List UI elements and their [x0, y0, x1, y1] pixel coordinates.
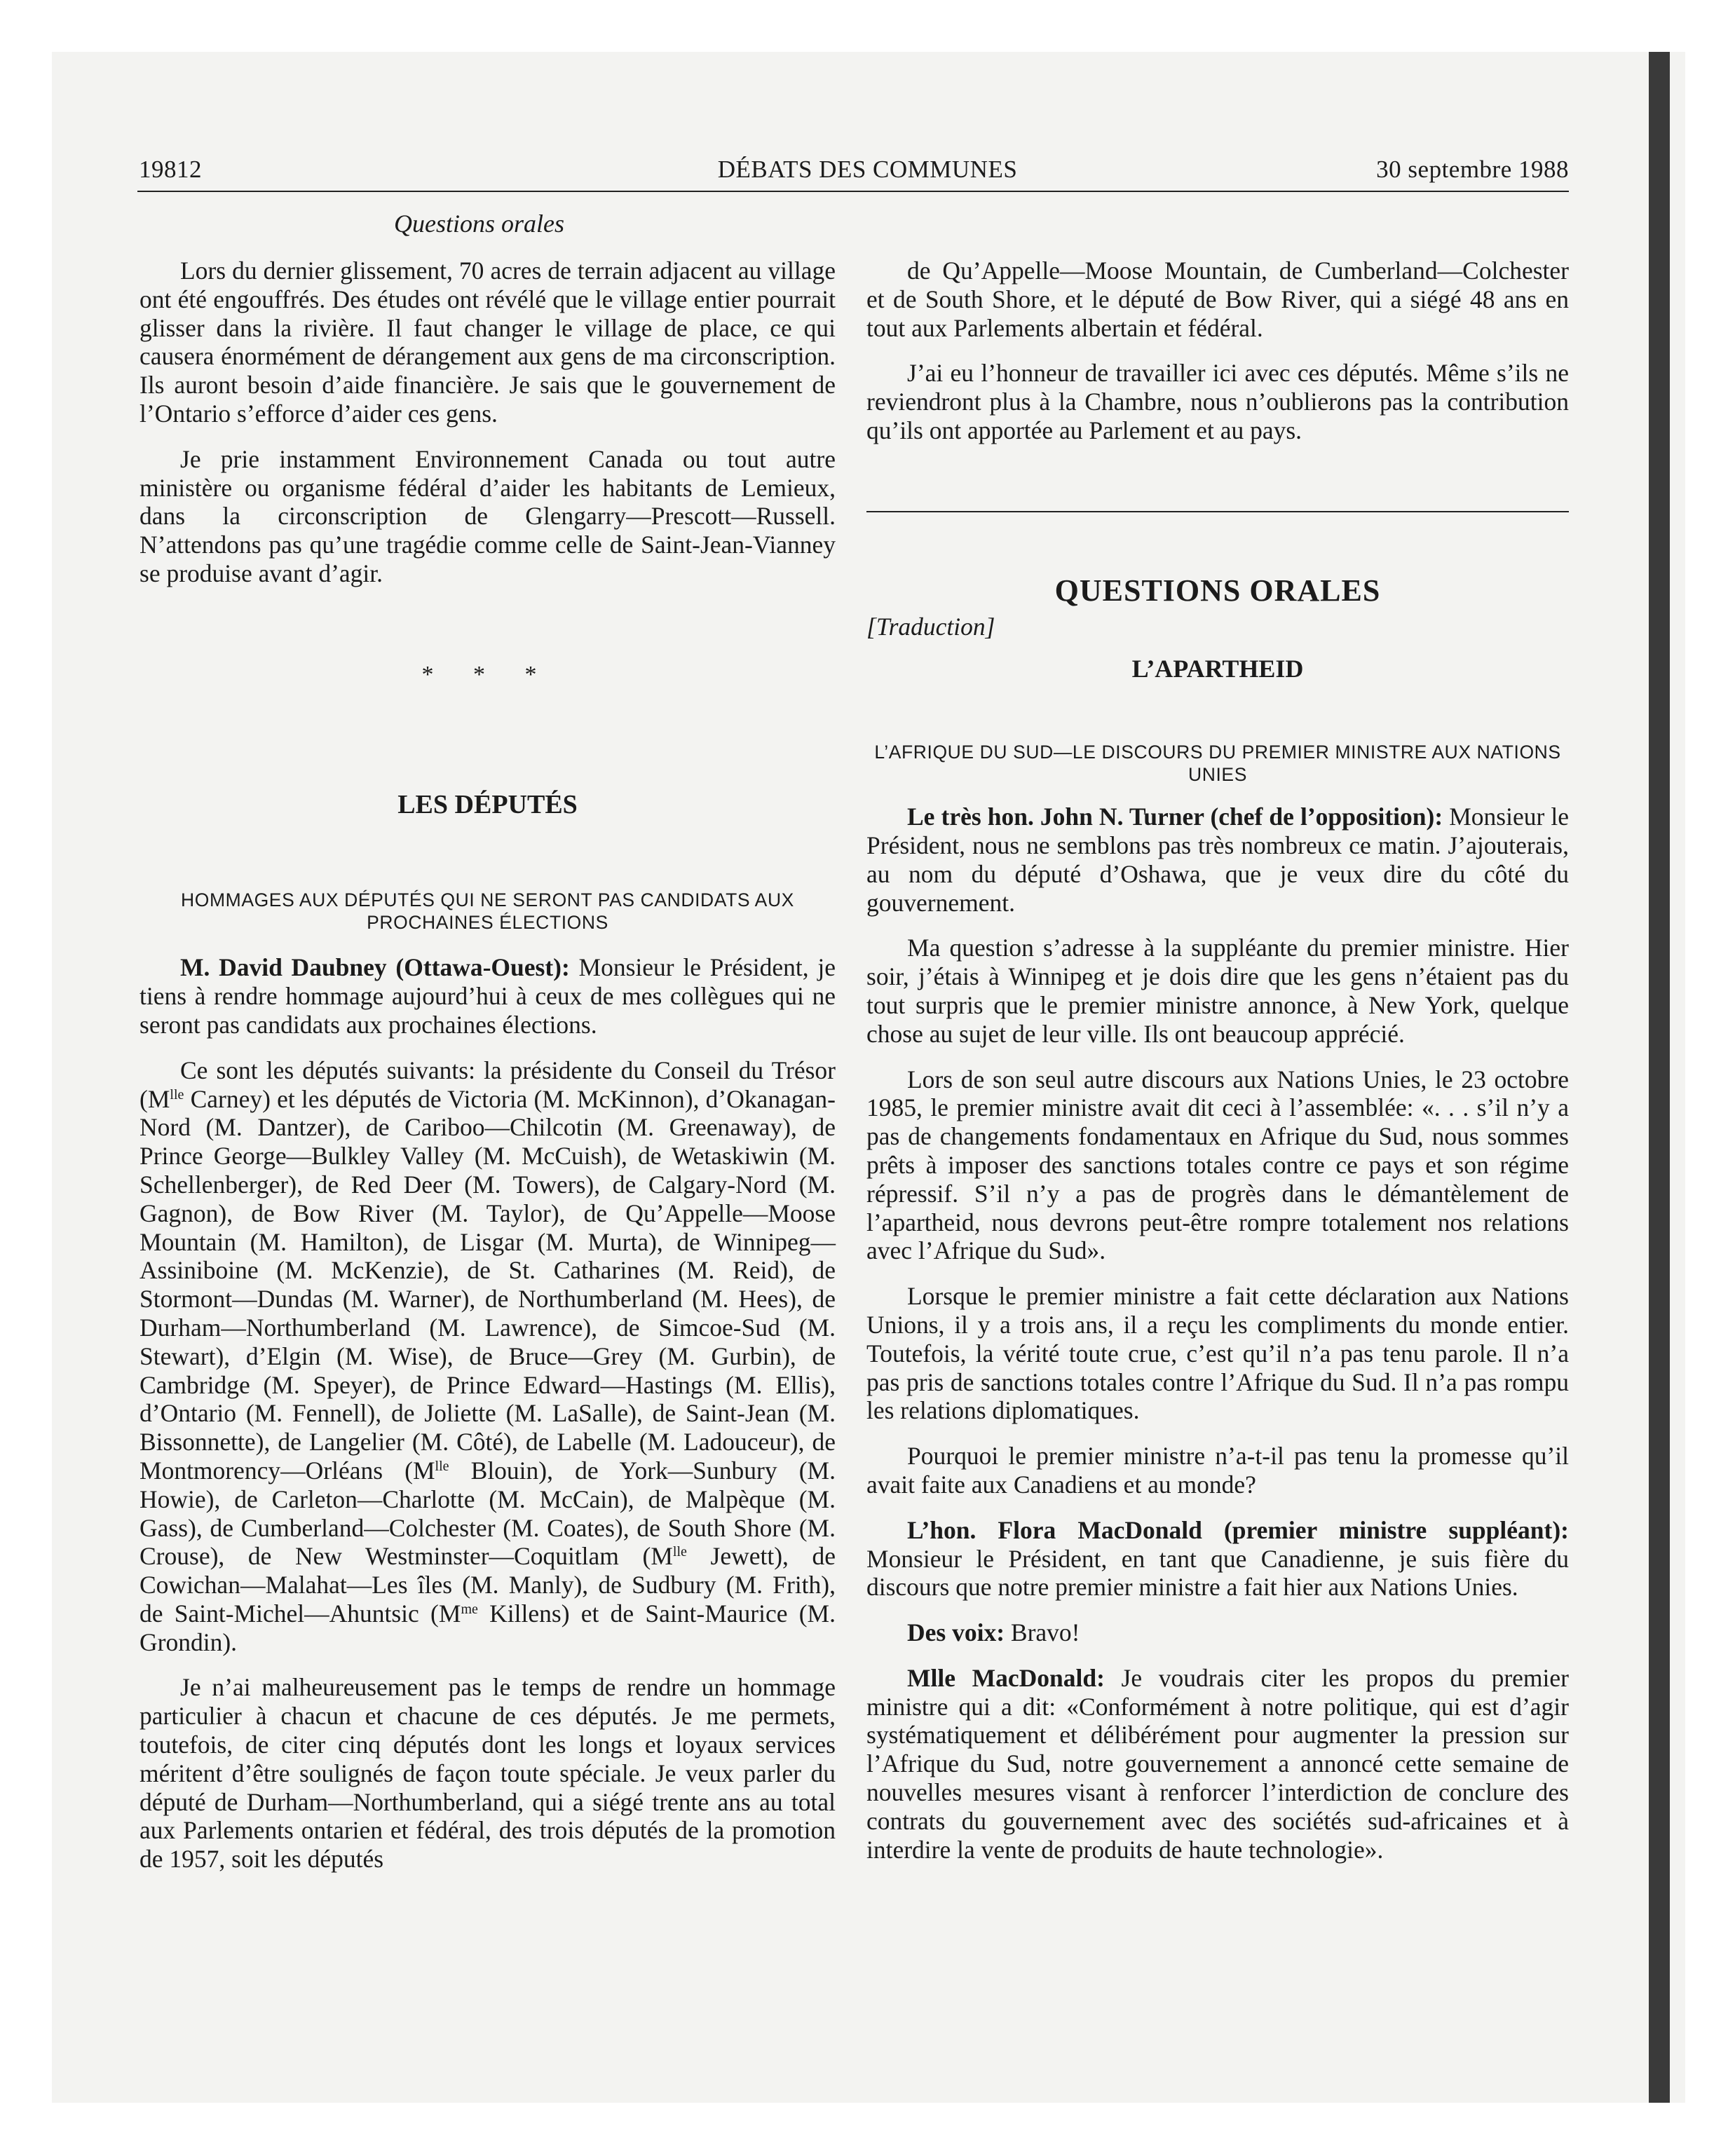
speaker-name: L’hon. Flora MacDonald (premier ministre suppléant):: [907, 1515, 1569, 1544]
superscript: lle: [672, 1544, 687, 1560]
publication-date: 30 septembre 1988: [1376, 156, 1569, 183]
speech-text: Bravo!: [1005, 1618, 1080, 1647]
speaker-name: Le très hon. John N. Turner (chef de l’opposition):: [907, 803, 1443, 831]
publication-title: DÉBATS DES COMMUNES: [717, 156, 1018, 183]
page-number: 19812: [139, 156, 202, 183]
speaker-name: M. David Daubney (Ottawa-Ouest):: [180, 953, 570, 982]
paragraph: Ma question s’adresse à la suppléante du premier ministre. Hier soir, j’étais à Winnipeg et je dois dire que les gens n’étaient pas du tout surpris que le premier ministre annonce, à New York, quelque chose au sujet de leur ville. Ils ont beaucoup apprécié.: [866, 934, 1569, 1048]
text-run: Ce sont les députés suivants: la présidente du Conseil du Trésor (M: [140, 1056, 836, 1113]
header-rule: [137, 191, 1569, 192]
speaker-name: Des voix:: [907, 1618, 1005, 1647]
left-column: [140, 257, 836, 1890]
superscript: me: [461, 1601, 478, 1617]
paragraph: Lors du dernier glissement, 70 acres de terrain adjacent au village ont été engouffrés. Des études ont révélé que le village entier pourrait glisser dans la rivière. Il faut changer le village de place, ce qui causera énormément de dérangement aux gens de ma circonscription. Ils auront besoin d’aide financière. Je sais que le gouvernement de l’Ontario s’efforce d’aider ces gens.: [140, 257, 836, 428]
speech-paragraph: [866, 1516, 1569, 1602]
section-heading: QUESTIONS ORALES: [1054, 573, 1381, 608]
subheading: HOMMAGES AUX DÉPUTÉS QUI NE SERONT PAS CANDIDATS AUX PROCHAINES ÉLECTIONS: [181, 889, 794, 934]
superscript: lle: [170, 1086, 184, 1103]
speech-text: Je voudrais citer les propos du premier ministre qui a dit: «Conformément à notre politique, qui est d’agir systématiquement et délibérément pour augmenter la pression sur l’Afrique du Sud, notre gouvernement a annoncé cette semaine de nouvelles mesures visant à renforcer l’interdiction de conclure des contrats du gouvernement avec des sociétés sud-africaines et à interdire la vente de produits de haute technologie».: [866, 1663, 1569, 1864]
subject-heading: L’APARTHEID: [1131, 655, 1304, 683]
paragraph: Je prie instamment Environnement Canada ou tout autre ministère ou organisme fédéral d’aider les habitants de Lemieux, dans la circonscription de Glengarry—Prescott—Russell. N’attendons pas qu’une tragédie comme celle de Saint-Jean-Vianney se produise avant d’agir.: [140, 444, 836, 587]
paragraph: Pourquoi le premier ministre n’a-t-il pas tenu la promesse qu’il avait faite aux Canadiens et au monde?: [866, 1442, 1569, 1499]
translation-note: [Traduction]: [866, 612, 995, 641]
section-rule: [866, 511, 1569, 512]
speech-text: Monsieur le Président, je tiens à rendre hommage aujourd’hui à ceux de mes collègues qui ne seront pas candidats aux prochaines élections.: [140, 953, 836, 1039]
section-separator: * * *: [421, 661, 554, 688]
paragraph: Lorsque le premier ministre a fait cette déclaration aux Nations Unions, il y a trois ans, il a reçu les compliments du monde entier. Toutefois, la vérité toute crue, c’est qu’il n’a pas tenu parole. Il n’a pas pris de sanctions totales contre l’Afrique du Sud. Il n’a pas rompu les relations diplomatiques.: [866, 1282, 1569, 1425]
subheading: L’AFRIQUE DU SUD—LE DISCOURS DU PREMIER MINISTRE AUX NATIONS UNIES: [874, 742, 1561, 786]
speech-paragraph: [866, 1618, 1569, 1647]
paragraph: Je n’ai malheureusement pas le temps de rendre un hommage particulier à chacun et chacune de ces députés. Je me permets, toutefois, de citer cinq députés dont les longs et loyaux services méritent d’être soulignés de façon toute spéciale. Je veux parler du député de Durham—Northumberland, qui a siégé trente ans au total aux Parlements ontarien et fédéral, des trois députés de la promotion de 1957, soit les députés: [140, 1673, 836, 1874]
speech-paragraph: [866, 1664, 1569, 1864]
superscript: lle: [435, 1458, 449, 1474]
speaker-name: Mlle MacDonald:: [907, 1663, 1105, 1692]
speech-text: Monsieur le Président, en tant que Canadienne, je suis fière du discours que notre premier ministre a fait hier aux Nations Unies.: [866, 1544, 1569, 1602]
text-run: Blouin), de York—Sunbury (M. Howie), de Carleton—Charlotte (M. McCain), de Malpèque (M. Gass), de Cumberland—Colchester (M. Coates), de South Shore (M. Crouse), de New Westminster—Coquitlam (M: [140, 1456, 836, 1571]
speech-text: Monsieur le Président, nous ne semblons pas très nombreux ce matin. J’ajouterais, au nom du député d’Oshawa, que je veux dire du côté du gouvernement.: [866, 803, 1569, 917]
scan-edge-shadow: [1649, 52, 1670, 2103]
text-run: Carney) et les députés de Victoria (M. McKinnon), d’Okanagan-Nord (M. Dantzer), de Cariboo—Chilcotin (M. Greenaway), de Prince George—Bulkley Valley (M. McCuish), de Wetaskiwin (M. Schellenberger), de Red Deer (M. Towers), de Calgary-Nord (M. Gagnon), de Bow River (M. Taylor), de Qu’Appelle—Moose Mountain (M. Hamilton), de Lisgar (M. Murta), de Winnipeg—Assiniboine (M. McKenzie), de St. Catharines (M. Reid), de Stormont—Dundas (M. Warner), de Northumberland (M. Hees), de Durham—Northumberland (M. Lawrence), de Simcoe-Sud (M. Stewart), d’Elgin (M. Wise), de Bruce—Grey (M. Gurbin), de Cambridge (M. Speyer), de Prince Edward—Hastings (M. Ellis), d’Ontario (M. Fennell), de Joliette (M. LaSalle), de Saint-Jean (M. Bissonnette), de Langelier (M. Côté), de Labelle (M. Ladouceur), de Montmorency—Orléans (M: [140, 1084, 836, 1485]
speech-paragraph: [140, 953, 836, 1039]
paragraph: Lors de son seul autre discours aux Nations Unies, le 23 octobre 1985, le premier ministre avait dit ceci à l’assemblée: «. . . s’il n’y a pas de changements fondamentaux en Afrique du Sud, nous sommes prêts à imposer des sanctions totales contre ce pays et son régime répressif. S’il n’y a pas de progrès dans le démantèlement de l’apartheid, nous devrons peut-être rompre totalement nos relations avec l’Afrique du Sud».: [866, 1065, 1569, 1265]
paragraph: J’ai eu l’honneur de travailler ici avec ces députés. Même s’ils ne reviendront plus à la Chambre, nous n’oublierons pas la contribution qu’ils ont apportée au Parlement et au pays.: [866, 359, 1569, 444]
paragraph: [140, 1056, 836, 1657]
text-run: Jewett), de Cowichan—Malahat—Les îles (M. Manly), de Sudbury (M. Frith), de Saint-Michel—Ahuntsic (M: [140, 1542, 836, 1628]
section-heading: LES DÉPUTÉS: [397, 789, 578, 819]
right-column: [866, 257, 1569, 1881]
speech-paragraph: [866, 803, 1569, 917]
paragraph: de Qu’Appelle—Moose Mountain, de Cumberland—Colchester et de South Shore, et le député de Bow River, qui a siégé 48 ans en tout aux Parlements albertain et fédéral.: [866, 257, 1569, 342]
running-title: Questions orales: [394, 210, 564, 238]
text-run: Killens) et de Saint-Maurice (M. Grondin).: [140, 1599, 836, 1656]
